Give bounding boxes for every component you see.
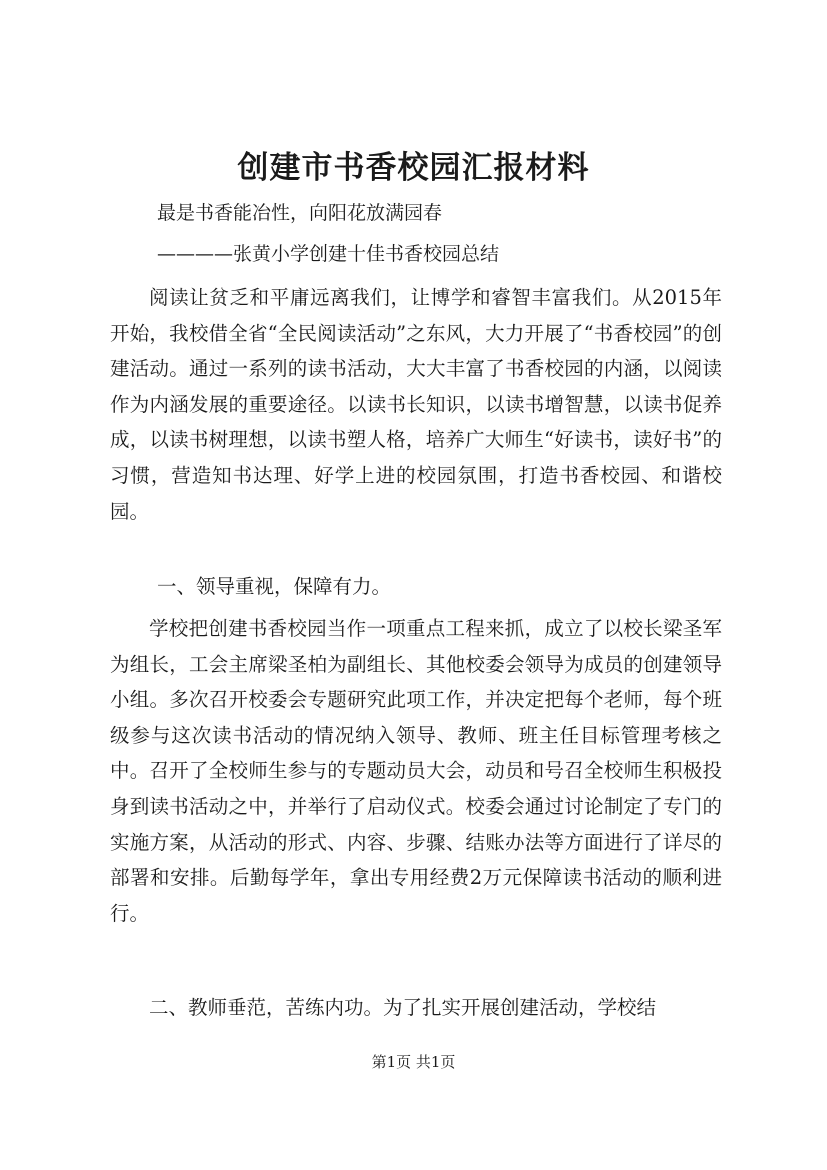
paragraph-leadership: 学校把创建书香校园当作一项重点工程来抓，成立了以校长梁圣军为组长，工会主席梁圣柏为副组长、其他校委会领导为成员的创建领导小组。多次召开校委会专题研究此项工作，并决定把每个老师，每个班级参与这次读书活动的情况纳入领导、教师、班主任目标管理考核之中。召开了全校师生参与的专题动员大会，动员和号召全校师生积极投身到读书活动之中，并举行了启动仪式。校委会通过讨论制定了专门的实施方案，从活动的形式、内容、步骤、结账办法等方面进行了详尽的部署和安排。后勤每学年，拿出专用经费2万元保障读书活动的顺利进行。: [110, 617, 722, 925]
paragraph-intro: 阅读让贫乏和平庸远离我们，让博学和睿智丰富我们。从2015年开始，我校借全省“全民阅读活动”之东风，大力开展了“书香校园”的创建活动。通过一系列的读书活动，大大丰富了书香校园的内涵，以阅读作为内涵发展的重要途径。以读书长知识，以读书增智慧，以读书促养成，以读书树理想，以读书塑人格，培养广大师生“好读书，读好书”的习惯，营造知书达理、好学上进的校园氛围，打造书香校园、和谐校园。: [110, 286, 722, 523]
subtitle-line-1: 最是书香能冶性，向阳花放满园春: [157, 202, 443, 224]
subtitle-line-2: ————张黄小学创建十佳书香校园总结: [157, 243, 500, 265]
section-heading-1: 一、领导重视，保障有力。: [157, 575, 392, 598]
document-title: 创建市书香校园汇报材料: [237, 150, 590, 186]
page-footer: 第1页 共1页: [371, 1053, 456, 1071]
paragraph-teachers: 二、教师垂范，苦练内功。为了扎实开展创建活动，学校结: [149, 996, 657, 1019]
